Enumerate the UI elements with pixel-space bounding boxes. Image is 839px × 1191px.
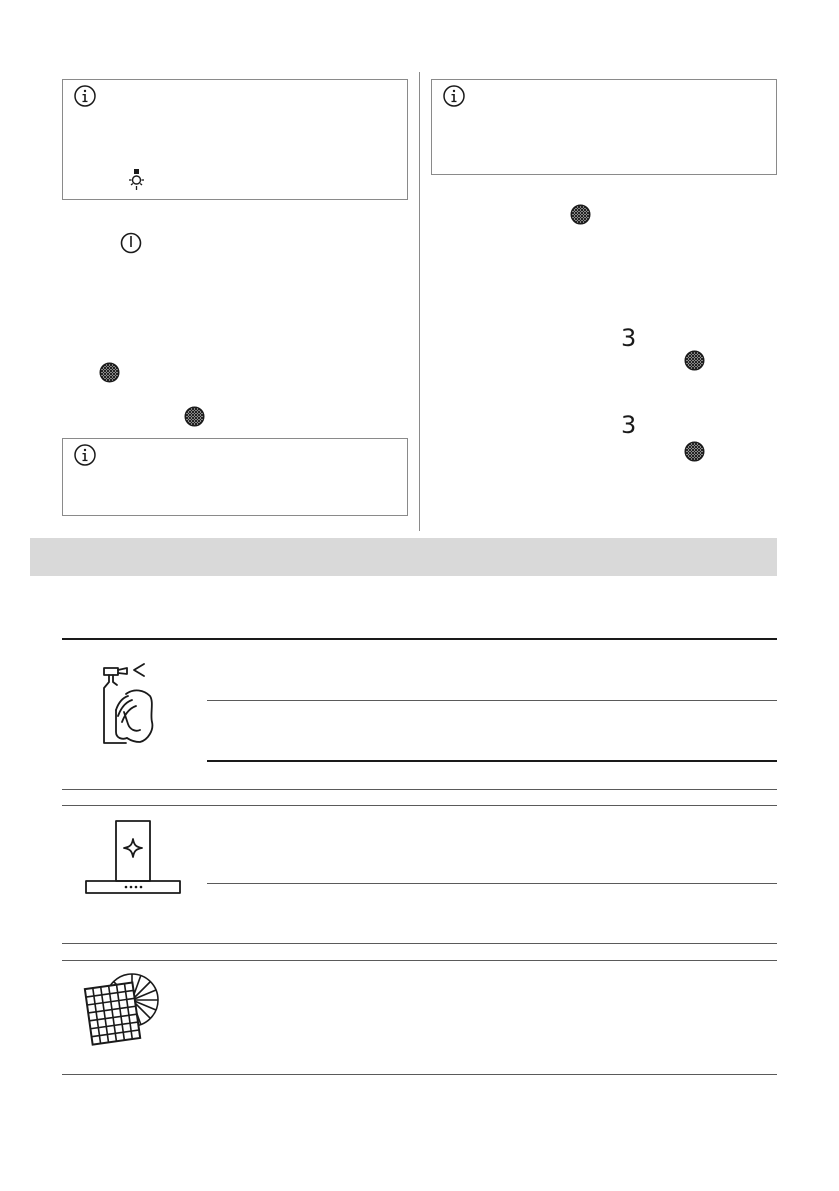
hood-shine-icon [84, 819, 182, 895]
light-bulb-icon [126, 169, 148, 191]
power-icon [120, 232, 142, 254]
table-row-divider [62, 789, 777, 790]
step-digit: 3 [621, 324, 637, 352]
filter-saturation-icon [184, 406, 205, 427]
filter-saturation-icon [570, 204, 591, 225]
filter-saturation-icon [99, 362, 120, 383]
filter-saturation-icon [684, 441, 705, 462]
spray-cleaning-icon [100, 660, 160, 746]
table-bottom-rule [62, 1074, 777, 1075]
table-row-divider [62, 943, 777, 944]
table-row-divider [207, 883, 777, 884]
section-header-band [30, 538, 777, 576]
info-icon [74, 85, 96, 107]
info-box-left-1 [62, 79, 408, 200]
table-row-divider [207, 700, 777, 701]
info-box-left-2 [62, 438, 408, 516]
step-digit: 3 [621, 411, 637, 439]
table-top-rule [62, 638, 777, 640]
filter-saturation-icon [684, 350, 705, 371]
info-icon [74, 444, 96, 466]
info-icon [443, 85, 465, 107]
grease-filter-icon [80, 970, 164, 1050]
table-row-divider [62, 960, 777, 961]
column-divider [419, 72, 420, 531]
table-row-divider [62, 805, 777, 806]
table-row-divider [207, 760, 777, 762]
info-box-right-1 [431, 79, 777, 175]
